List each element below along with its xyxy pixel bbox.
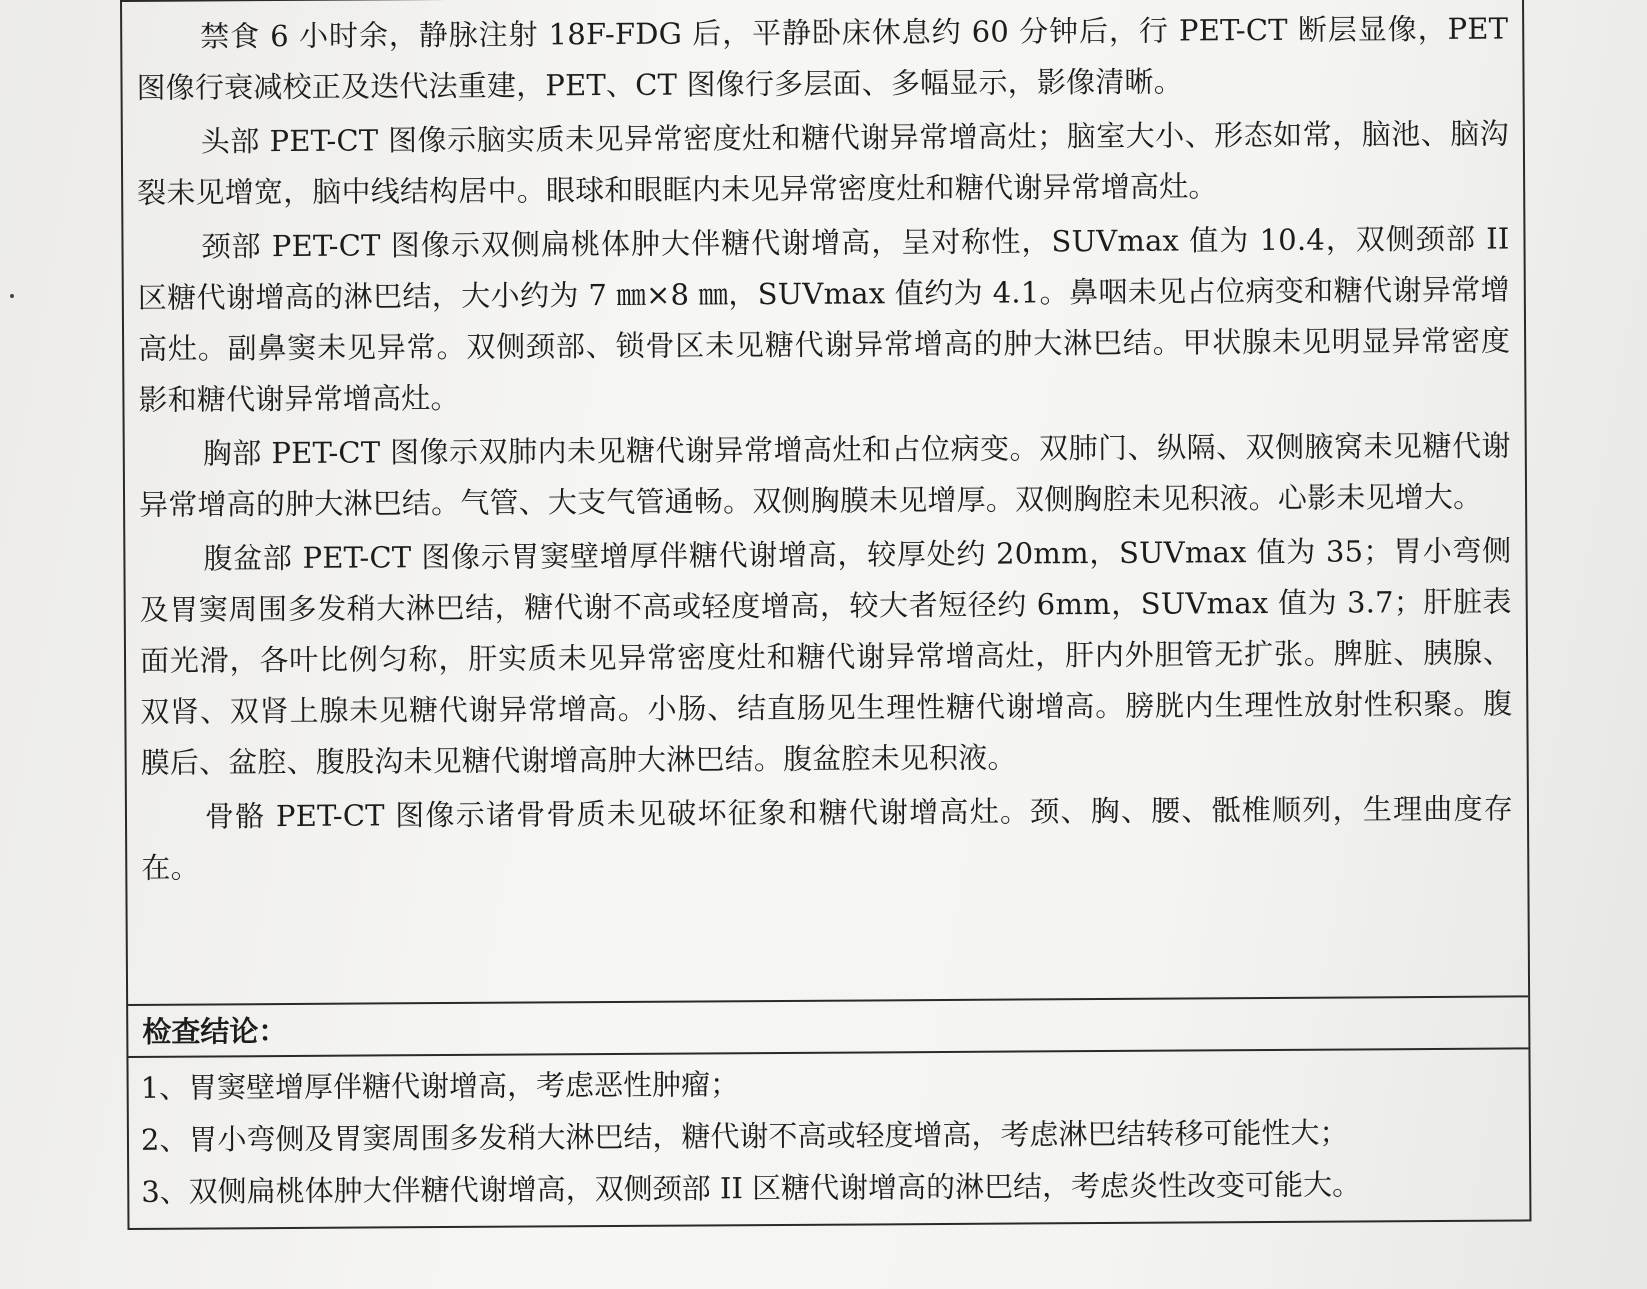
conclusion-item: 3、双侧扁桃体肿大伴糖代谢增高，双侧颈部 II 区糖代谢增高的淋巴结，考虑炎性改变可能大。: [141, 1167, 1362, 1209]
conclusion-header-row: [128, 995, 1528, 1058]
findings-paragraph-neck: 颈部 PET-CT 图像示双侧扁桃体肿大伴糖代谢增高，呈对称性，SUVmax 值为 10.4，双侧颈部 II 区糖代谢增高的淋巴结，大小约为 7 ㎜×8 ㎜，SUVmax 值约为 4.1。鼻咽未见占位病变和糖代谢异常增高灶。副鼻窦未见异常。双侧颈部、锁骨区未见糖代谢异常增高的肿大淋巴结。甲状腺未见明显异常密度影和糖代谢异常增高灶。: [137, 221, 1511, 417]
conclusion-item: 2、胃小弯侧及胃窦周围多发稍大淋巴结，糖代谢不高或轻度增高，考虑淋巴结转移可能性大；: [140, 1115, 1349, 1157]
findings-paragraph-chest: 胸部 PET-CT 图像示双肺内未见糖代谢异常增高灶和占位病变。双肺门、纵隔、双侧腋窝未见糖代谢异常增高的肿大淋巴结。气管、大支气管通畅。双侧胸膜未见增厚。双侧胸腔未见积液。心影未见增大。: [138, 428, 1511, 522]
findings-paragraph-procedure: 禁食 6 小时余，静脉注射 18F-FDG 后，平静卧床休息约 60 分钟后，行 PET-CT 断层显像，PET 图像行衰减校正及迭代法重建，PET、CT 图像行多层面、多幅显示，影像清晰。: [136, 11, 1509, 105]
conclusion-item: 1、胃窦壁增厚伴糖代谢增高，考虑恶性肿瘤；: [140, 1067, 740, 1105]
conclusion-title: 检查结论：: [142, 1013, 288, 1049]
paper-speck: [10, 294, 14, 298]
findings-section: [122, 0, 1528, 1000]
findings-paragraph-bone: 骨骼 PET-CT 图像示诸骨骨质未见破坏征象和糖代谢增高灶。颈、胸、腰、骶椎顺列，生理曲度存在。: [141, 791, 1514, 885]
findings-paragraph-abdomen-pelvis: 腹盆部 PET-CT 图像示胃窦壁增厚伴糖代谢增高，较厚处约 20mm，SUVmax 值为 35；胃小弯侧及胃窦周围多发稍大淋巴结，糖代谢不高或轻度增高，较大者短径约 6mm，SUVmax 值为 3.7；肝脏表面光滑，各叶比例匀称，肝实质未见异常密度灶和糖代谢异常增高灶，肝内外胆管无扩张。脾脏、胰腺、双肾、双肾上腺未见糖代谢异常增高。小肠、结直肠见生理性糖代谢增高。膀胱内生理性放射性积聚。腹膜后、盆腔、腹股沟未见糖代谢增高肿大淋巴结。腹盆腔未见积液。: [139, 533, 1513, 780]
report-table: [120, 0, 1531, 1230]
conclusion-list: [128, 1053, 1529, 1218]
findings-paragraph-head: 头部 PET-CT 图像示脑实质未见异常密度灶和糖代谢异常增高灶；脑室大小、形态如常，脑池、脑沟裂未见增宽，脑中线结构居中。眼球和眼眶内未见异常密度灶和糖代谢异常增高灶。: [137, 116, 1509, 210]
